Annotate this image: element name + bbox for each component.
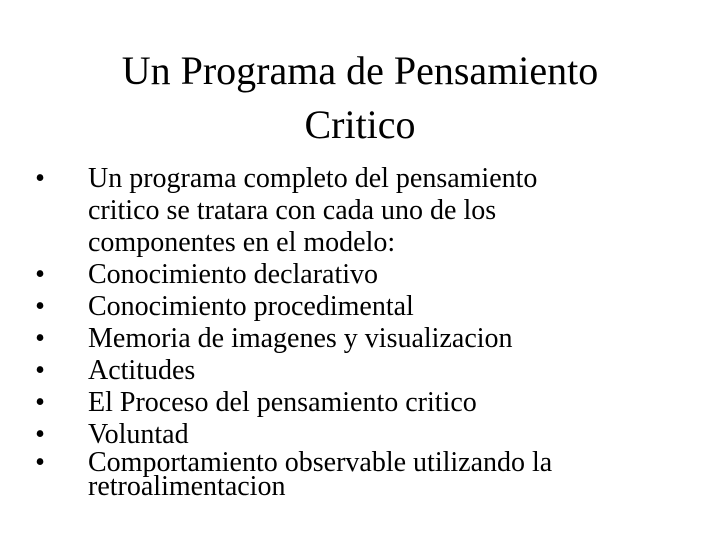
bullet-text-line: Actitudes bbox=[88, 355, 196, 386]
title-line-1: Un Programa de Pensamiento bbox=[121, 48, 599, 93]
bullet-item-declarative bbox=[30, 259, 700, 291]
bullet-icon: • bbox=[35, 259, 45, 290]
bullet-icon: • bbox=[35, 291, 45, 322]
bullet-item-comportamiento bbox=[30, 447, 700, 502]
bullet-item-actitudes bbox=[30, 355, 700, 387]
bullet-icon: • bbox=[35, 163, 45, 194]
bullet-item-memoria bbox=[30, 323, 700, 355]
bullet-item-procedimental bbox=[30, 291, 700, 323]
slide-title bbox=[60, 44, 660, 152]
bullet-text-line: retroalimentacion bbox=[88, 471, 286, 502]
bullet-list bbox=[30, 163, 700, 502]
bullet-icon: • bbox=[35, 419, 45, 450]
bullet-text-line: Conocimiento declarativo bbox=[88, 259, 379, 290]
bullet-text-line: El Proceso del pensamiento critico bbox=[88, 387, 477, 418]
bullet-text-line: Voluntad bbox=[88, 419, 189, 450]
bullet-text-line: Un programa completo del pensamiento bbox=[88, 163, 538, 194]
bullet-text-line: critico se tratara con cada uno de los bbox=[88, 195, 497, 226]
bullet-icon: • bbox=[35, 387, 45, 418]
bullet-text-line: Comportamiento observable utilizando la bbox=[88, 447, 553, 478]
bullet-icon: • bbox=[35, 355, 45, 386]
bullet-text-line: componentes en el modelo: bbox=[88, 227, 396, 258]
bullet-text-line: Conocimiento procedimental bbox=[88, 291, 414, 322]
bullet-icon: • bbox=[35, 447, 45, 478]
bullet-text-line: Memoria de imagenes y visualizacion bbox=[88, 323, 513, 354]
title-line-2: Critico bbox=[304, 102, 416, 147]
bullet-item-program bbox=[30, 163, 700, 259]
bullet-item-proceso bbox=[30, 387, 700, 419]
bullet-icon: • bbox=[35, 323, 45, 354]
